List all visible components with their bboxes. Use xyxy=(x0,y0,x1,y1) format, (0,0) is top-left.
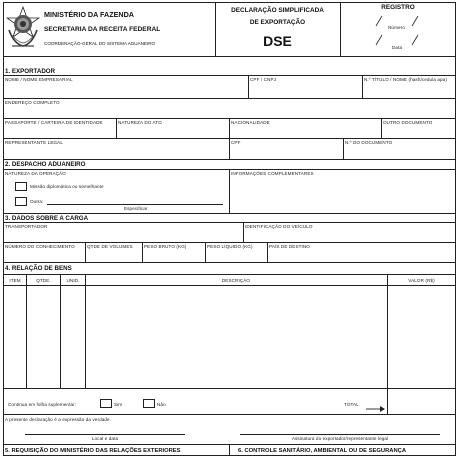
exportador-nit-label: N.º TÍTULO / NOME (hash/cedula apa) xyxy=(364,77,447,82)
natureza-ato-label: NATUREZA DO ATO xyxy=(118,120,162,125)
peso-liquido-field[interactable] xyxy=(206,249,266,261)
exportador-nome-label: NOME / NOME EMPRESARIAL xyxy=(5,77,73,82)
qtde-volumes-label: QTDE DE VOLUMES xyxy=(87,244,133,249)
representante-cpf-field[interactable] xyxy=(230,145,342,158)
pais-destino-label: PAÍS DE DESTINO xyxy=(269,244,310,249)
continua-sim-checkbox[interactable] xyxy=(100,399,112,408)
passaporte-label: PASSAPORTE / CARTEIRA DE IDENTIDADE xyxy=(5,120,103,125)
transportador-field[interactable] xyxy=(4,229,242,241)
continua-nao-label: Não xyxy=(157,402,166,407)
exportador-cpf-cnpj-label: CPF / CNPJ xyxy=(250,77,277,82)
continua-nao-checkbox[interactable] xyxy=(143,399,155,408)
header-coordination: COORDENAÇÃO-GERAL DO SISTEMA ADUANEIRO xyxy=(44,41,156,46)
exportador-nome-field[interactable] xyxy=(4,82,247,97)
outra-checkbox[interactable] xyxy=(15,197,27,206)
registro-numero-label: Número xyxy=(388,25,405,30)
col-unid-header: UNID. xyxy=(66,278,80,283)
informacoes-field[interactable] xyxy=(230,176,455,212)
pais-destino-field[interactable] xyxy=(268,249,455,261)
declaration-title-2: DE EXPORTAÇÃO xyxy=(249,19,306,26)
representante-cpf-label: CPF xyxy=(231,140,241,145)
coat-of-arms-emblem xyxy=(6,6,40,48)
total-arrow-icon xyxy=(366,400,386,408)
peso-bruto-field[interactable] xyxy=(143,249,204,261)
registro-date-field[interactable] xyxy=(352,33,448,45)
assinatura-label: Assinatura do exportador/representante legal xyxy=(291,436,389,441)
transportador-label: TRANSPORTADOR xyxy=(5,224,48,229)
identificacao-veiculo-field[interactable] xyxy=(244,229,455,241)
header-secretariat: SECRETARIA DA RECEITA FEDERAL xyxy=(44,26,161,33)
outra-especificar-field[interactable] xyxy=(47,204,223,205)
section-6-title: 6. CONTROLE SANITÁRIO, AMBIENTAL OU DE SEGURANÇA xyxy=(238,448,407,454)
col-valor-header: VALOR (R$) xyxy=(408,278,435,283)
form-code: DSE xyxy=(263,33,292,49)
presente-declaracao-text: A presente declaração é a expressão da verdade. xyxy=(5,417,112,422)
header-ministry: MINISTÉRIO DA FAZENDA xyxy=(44,10,134,19)
outro-documento-field[interactable] xyxy=(382,125,455,137)
peso-bruto-label: PESO BRUTO (KG) xyxy=(144,244,187,249)
missao-label: Missão diplomática ou semelhante xyxy=(30,184,104,189)
continua-sim-label: Sim xyxy=(114,402,123,407)
section-4-title: 4. RELAÇÃO DE BENS xyxy=(5,265,72,272)
total-label: TOTAL xyxy=(344,402,359,407)
nacionalidade-label: NACIONALIDADE xyxy=(231,120,270,125)
especificar-label: Especificar xyxy=(124,206,148,211)
exportador-cpf-cnpj-field[interactable] xyxy=(249,82,361,97)
representante-label: REPRESENTANTE LEGAL xyxy=(5,140,63,145)
local-data-label: Local e data xyxy=(91,436,119,441)
section-5-title: 5. REQUISIÇÃO DO MINISTÉRIO DAS RELAÇÕES EXTERIORES xyxy=(5,448,181,454)
continua-label: Continua em folha suplementar: xyxy=(8,402,77,407)
n-conhecimento-field[interactable] xyxy=(4,249,84,261)
passaporte-field[interactable] xyxy=(4,125,115,137)
section-3-title: 3. DADOS SOBRE A CARGA xyxy=(5,215,89,222)
informacoes-label: INFORMAÇÕES COMPLEMENTARES xyxy=(231,171,314,176)
missao-checkbox[interactable] xyxy=(15,182,27,191)
nacionalidade-field[interactable] xyxy=(230,125,380,137)
exportador-endereco-field[interactable] xyxy=(4,105,454,117)
n-conhecimento-label: NÚMERO DO CONHECIMENTO xyxy=(5,244,75,249)
qtde-volumes-field[interactable] xyxy=(86,249,141,261)
declaration-title-1: DECLARAÇÃO SIMPLIFICADA xyxy=(231,7,324,14)
outro-documento-label: OUTRO DOCUMENTO xyxy=(383,120,433,125)
representante-field[interactable] xyxy=(4,145,228,158)
local-data-field[interactable] xyxy=(25,434,185,435)
identificacao-veiculo-label: IDENTIFICAÇÃO DO VEÍCULO xyxy=(245,224,313,229)
n-documento-label: N.º DO DOCUMENTO xyxy=(345,140,393,145)
exportador-nit-field[interactable] xyxy=(363,82,455,97)
n-documento-field[interactable] xyxy=(344,145,455,158)
registro-label: REGISTRO xyxy=(381,4,415,11)
natureza-operacao-label: NATUREZA DA OPERAÇÃO xyxy=(5,171,66,176)
col-item-header: ITEM xyxy=(9,278,21,283)
peso-liquido-label: PESO LÍQUIDO (KG) xyxy=(207,244,253,249)
registro-data-label: Data xyxy=(392,45,403,50)
section-2-title: 2. DESPACHO ADUANEIRO xyxy=(5,161,86,168)
exportador-endereco-label: ENDEREÇO COMPLETO xyxy=(5,100,60,105)
outra-label: Outra: xyxy=(30,199,44,204)
bens-table-body[interactable] xyxy=(4,286,455,387)
assinatura-field[interactable] xyxy=(240,434,440,435)
col-qtde-header: QTDE. xyxy=(36,278,51,283)
natureza-ato-field[interactable] xyxy=(117,125,228,137)
col-descricao-header: DESCRIÇÃO xyxy=(221,278,251,283)
total-value-field[interactable] xyxy=(388,389,455,413)
section-1-title: 1. EXPORTADOR xyxy=(5,68,56,75)
